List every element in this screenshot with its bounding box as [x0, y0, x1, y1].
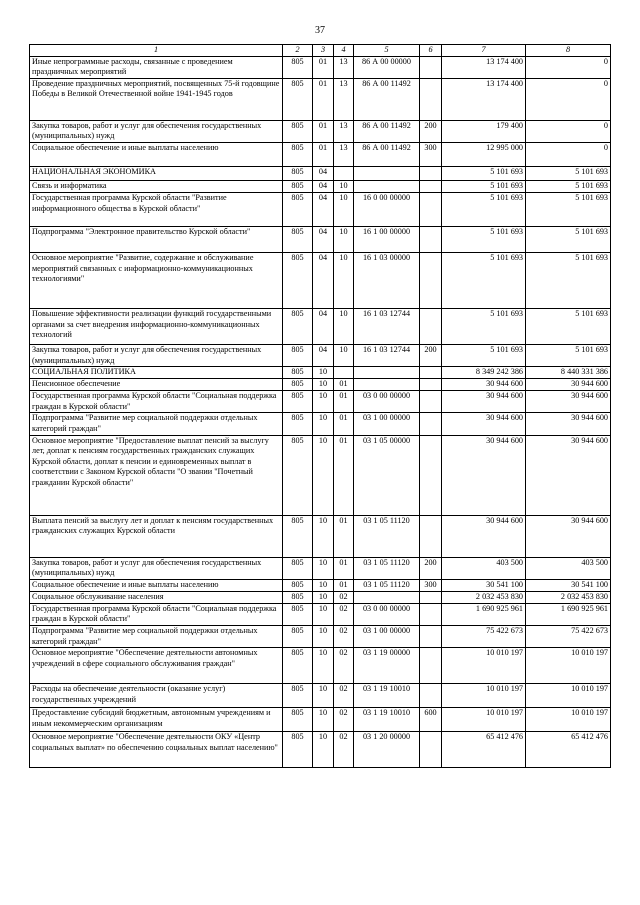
table-row — [30, 625, 611, 647]
subsection-cell: 02 — [334, 625, 354, 647]
target-article-cell: 03 1 19 00000 — [354, 648, 420, 684]
subsection-cell: 01 — [334, 579, 354, 591]
subsection-cell — [334, 367, 354, 379]
amount-cell: 5 101 693 — [442, 344, 526, 366]
row-name-cell: СОЦИАЛЬНАЯ ПОЛИТИКА — [30, 367, 283, 379]
header-cell: 7 — [442, 45, 526, 57]
expense-type-cell — [420, 379, 442, 391]
section-cell: 10 — [313, 435, 334, 515]
section-cell: 10 — [313, 591, 334, 603]
table-row — [30, 192, 611, 226]
table-row — [30, 515, 611, 557]
amount-cell: 65 412 476 — [526, 732, 611, 768]
subsection-cell: 01 — [334, 515, 354, 557]
table-row — [30, 391, 611, 413]
amount-cell: 5 101 693 — [526, 226, 611, 252]
amount-cell: 30 944 600 — [442, 379, 526, 391]
header-cell: 6 — [420, 45, 442, 57]
amount-cell: 2 032 453 830 — [526, 591, 611, 603]
row-name-cell: Предоставление субсидий бюджетным, автономным учреждениям и иным некоммерческим организациям — [30, 708, 283, 732]
amount-cell: 30 944 600 — [526, 391, 611, 413]
section-cell: 01 — [313, 78, 334, 120]
row-name-cell: Основное мероприятие "Развитие, содержание и обслуживание мероприятий связанных с информационно-коммуникационных технологиями" — [30, 252, 283, 308]
expense-type-cell — [420, 192, 442, 226]
code-cell: 805 — [283, 625, 313, 647]
amount-cell: 30 944 600 — [442, 435, 526, 515]
section-cell: 01 — [313, 142, 334, 166]
row-name-cell: Социальное обеспечение и иные выплаты населению — [30, 579, 283, 591]
amount-cell: 2 032 453 830 — [442, 591, 526, 603]
target-article-cell — [354, 367, 420, 379]
table-row — [30, 344, 611, 366]
subsection-cell: 13 — [334, 78, 354, 120]
header-cell: 5 — [354, 45, 420, 57]
code-cell: 805 — [283, 557, 313, 579]
table-row — [30, 648, 611, 684]
row-name-cell: Закупка товаров, работ и услуг для обеспечения государственных (муниципальных) нужд — [30, 120, 283, 142]
row-name-cell: Государственная программа Курской области "Развитие информационного общества в Курской области" — [30, 192, 283, 226]
amount-cell: 5 101 693 — [442, 226, 526, 252]
amount-cell: 30 944 600 — [442, 515, 526, 557]
section-cell: 04 — [313, 192, 334, 226]
amount-cell: 30 944 600 — [526, 413, 611, 435]
expense-type-cell — [420, 391, 442, 413]
target-article-cell: 86 А 00 11492 — [354, 142, 420, 166]
subsection-cell: 10 — [334, 226, 354, 252]
expense-type-cell — [420, 515, 442, 557]
expense-type-cell — [420, 78, 442, 120]
target-article-cell: 86 А 00 00000 — [354, 56, 420, 78]
header-cell: 8 — [526, 45, 611, 57]
section-cell: 10 — [313, 603, 334, 625]
budget-table — [29, 44, 611, 768]
subsection-cell: 13 — [334, 142, 354, 166]
target-article-cell: 16 1 03 12744 — [354, 344, 420, 366]
amount-cell: 10 010 197 — [526, 708, 611, 732]
amount-cell: 8 440 331 386 — [526, 367, 611, 379]
amount-cell: 5 101 693 — [526, 252, 611, 308]
code-cell: 805 — [283, 142, 313, 166]
expense-type-cell — [420, 252, 442, 308]
target-article-cell: 03 1 00 00000 — [354, 625, 420, 647]
row-name-cell: Расходы на обеспечение деятельности (оказание услуг) государственных учреждений — [30, 684, 283, 708]
amount-cell: 5 101 693 — [442, 180, 526, 192]
row-name-cell: Подпрограмма "Развитие мер социальной поддержки отдельных категорий граждан" — [30, 413, 283, 435]
expense-type-cell: 200 — [420, 344, 442, 366]
code-cell: 805 — [283, 166, 313, 180]
target-article-cell — [354, 180, 420, 192]
row-name-cell: Пенсионное обеспечение — [30, 379, 283, 391]
section-cell: 10 — [313, 391, 334, 413]
code-cell: 805 — [283, 78, 313, 120]
section-cell: 04 — [313, 252, 334, 308]
section-cell: 01 — [313, 120, 334, 142]
row-name-cell: Проведение праздничных мероприятий, посвященных 75-й годовщине Победы в Великой Отечественной войне 1941-1945 годов — [30, 78, 283, 120]
amount-cell: 30 944 600 — [526, 435, 611, 515]
expense-type-cell — [420, 166, 442, 180]
amount-cell: 1 690 925 961 — [442, 603, 526, 625]
row-name-cell: Подпрограмма "Развитие мер социальной поддержки отдельных категорий граждан" — [30, 625, 283, 647]
subsection-cell: 01 — [334, 557, 354, 579]
target-article-cell: 03 1 05 11120 — [354, 557, 420, 579]
page-number: 37 — [315, 25, 325, 36]
expense-type-cell — [420, 732, 442, 768]
section-cell: 01 — [313, 56, 334, 78]
target-article-cell: 86 А 00 11492 — [354, 120, 420, 142]
section-cell: 04 — [313, 308, 334, 344]
amount-cell: 10 010 197 — [442, 648, 526, 684]
code-cell: 805 — [283, 515, 313, 557]
target-article-cell: 03 1 05 11120 — [354, 579, 420, 591]
target-article-cell: 16 1 03 12744 — [354, 308, 420, 344]
table-row — [30, 579, 611, 591]
target-article-cell: 03 0 00 00000 — [354, 391, 420, 413]
section-cell: 10 — [313, 413, 334, 435]
section-cell: 04 — [313, 166, 334, 180]
amount-cell: 1 690 925 961 — [526, 603, 611, 625]
target-article-cell: 03 1 05 11120 — [354, 515, 420, 557]
table-row — [30, 367, 611, 379]
subsection-cell: 13 — [334, 120, 354, 142]
amount-cell: 30 944 600 — [526, 379, 611, 391]
subsection-cell: 10 — [334, 308, 354, 344]
amount-cell: 5 101 693 — [442, 192, 526, 226]
amount-cell: 65 412 476 — [442, 732, 526, 768]
code-cell: 805 — [283, 226, 313, 252]
table-row — [30, 557, 611, 579]
amount-cell: 30 944 600 — [442, 413, 526, 435]
amount-cell: 13 174 400 — [442, 56, 526, 78]
row-name-cell: Выплата пенсий за выслугу лет и доплат к пенсиям государственных гражданских служащих Курской области — [30, 515, 283, 557]
header-cell: 2 — [283, 45, 313, 57]
subsection-cell: 02 — [334, 603, 354, 625]
row-name-cell: Иные непрограммные расходы, связанные с проведением праздничных мероприятий — [30, 56, 283, 78]
section-cell: 10 — [313, 557, 334, 579]
amount-cell: 403 500 — [442, 557, 526, 579]
amount-cell: 30 541 100 — [442, 579, 526, 591]
amount-cell: 179 400 — [442, 120, 526, 142]
table-row — [30, 308, 611, 344]
table-row — [30, 379, 611, 391]
code-cell: 805 — [283, 252, 313, 308]
row-name-cell: Социальное обеспечение и иные выплаты населению — [30, 142, 283, 166]
target-article-cell: 16 0 00 00000 — [354, 192, 420, 226]
target-article-cell: 03 1 19 10010 — [354, 684, 420, 708]
expense-type-cell — [420, 625, 442, 647]
target-article-cell: 03 1 20 00000 — [354, 732, 420, 768]
amount-cell: 5 101 693 — [442, 166, 526, 180]
section-cell: 04 — [313, 226, 334, 252]
amount-cell: 5 101 693 — [526, 180, 611, 192]
row-name-cell: Основное мероприятие "Обеспечение деятельности автономных учреждений в сфере социального обслуживания граждан" — [30, 648, 283, 684]
table-row — [30, 166, 611, 180]
table-row — [30, 435, 611, 515]
amount-cell: 403 500 — [526, 557, 611, 579]
table-header-row — [30, 45, 611, 57]
table-row — [30, 142, 611, 166]
amount-cell: 5 101 693 — [526, 166, 611, 180]
code-cell: 805 — [283, 413, 313, 435]
header-cell: 4 — [334, 45, 354, 57]
target-article-cell: 16 1 03 00000 — [354, 252, 420, 308]
row-name-cell: Подпрограмма "Электронное правительство Курской области" — [30, 226, 283, 252]
amount-cell: 12 995 000 — [442, 142, 526, 166]
expense-type-cell: 600 — [420, 708, 442, 732]
expense-type-cell — [420, 56, 442, 78]
subsection-cell: 10 — [334, 344, 354, 366]
code-cell: 805 — [283, 708, 313, 732]
code-cell: 805 — [283, 308, 313, 344]
subsection-cell: 01 — [334, 413, 354, 435]
amount-cell: 0 — [526, 56, 611, 78]
amount-cell: 8 349 242 386 — [442, 367, 526, 379]
table-row — [30, 413, 611, 435]
row-name-cell: Связь и информатика — [30, 180, 283, 192]
subsection-cell: 02 — [334, 591, 354, 603]
amount-cell: 0 — [526, 120, 611, 142]
amount-cell: 30 944 600 — [442, 391, 526, 413]
code-cell: 805 — [283, 591, 313, 603]
section-cell: 10 — [313, 579, 334, 591]
subsection-cell: 10 — [334, 252, 354, 308]
target-article-cell: 16 1 00 00000 — [354, 226, 420, 252]
code-cell: 805 — [283, 732, 313, 768]
amount-cell: 5 101 693 — [526, 308, 611, 344]
amount-cell: 10 010 197 — [442, 684, 526, 708]
table-row — [30, 226, 611, 252]
target-article-cell: 03 1 05 00000 — [354, 435, 420, 515]
subsection-cell: 13 — [334, 56, 354, 78]
expense-type-cell — [420, 226, 442, 252]
amount-cell: 5 101 693 — [526, 344, 611, 366]
expense-type-cell — [420, 180, 442, 192]
table-row — [30, 78, 611, 120]
expense-type-cell: 200 — [420, 120, 442, 142]
subsection-cell: 01 — [334, 435, 354, 515]
code-cell: 805 — [283, 367, 313, 379]
expense-type-cell — [420, 367, 442, 379]
amount-cell: 0 — [526, 78, 611, 120]
row-name-cell: Социальное обслуживание населения — [30, 591, 283, 603]
target-article-cell: 03 1 00 00000 — [354, 413, 420, 435]
subsection-cell: 02 — [334, 684, 354, 708]
code-cell: 805 — [283, 379, 313, 391]
table-row — [30, 684, 611, 708]
subsection-cell: 01 — [334, 379, 354, 391]
code-cell: 805 — [283, 344, 313, 366]
section-cell: 10 — [313, 648, 334, 684]
table-row — [30, 708, 611, 732]
subsection-cell: 02 — [334, 648, 354, 684]
code-cell: 805 — [283, 603, 313, 625]
code-cell: 805 — [283, 180, 313, 192]
expense-type-cell — [420, 435, 442, 515]
table-row — [30, 591, 611, 603]
code-cell: 805 — [283, 391, 313, 413]
amount-cell: 30 944 600 — [526, 515, 611, 557]
subsection-cell: 02 — [334, 708, 354, 732]
code-cell: 805 — [283, 192, 313, 226]
section-cell: 10 — [313, 515, 334, 557]
row-name-cell: Основное мероприятие "Обеспечение деятельности ОКУ «Центр социальных выплат» по обеспечению социальных выплат населению" — [30, 732, 283, 768]
row-name-cell: Повышение эффективности реализации функций государственными органами за счет внедрения информационно-коммуникационных технологий — [30, 308, 283, 344]
amount-cell: 13 174 400 — [442, 78, 526, 120]
section-cell: 10 — [313, 625, 334, 647]
code-cell: 805 — [283, 120, 313, 142]
section-cell: 10 — [313, 367, 334, 379]
expense-type-cell — [420, 591, 442, 603]
expense-type-cell — [420, 648, 442, 684]
table-row — [30, 180, 611, 192]
code-cell: 805 — [283, 684, 313, 708]
amount-cell: 75 422 673 — [442, 625, 526, 647]
table-row — [30, 732, 611, 768]
expense-type-cell: 300 — [420, 579, 442, 591]
subsection-cell: 01 — [334, 391, 354, 413]
section-cell: 10 — [313, 708, 334, 732]
row-name-cell: Закупка товаров, работ и услуг для обеспечения государственных (муниципальных) нужд — [30, 344, 283, 366]
subsection-cell: 10 — [334, 180, 354, 192]
row-name-cell: Закупка товаров, работ и услуг для обеспечения государственных (муниципальных) нужд — [30, 557, 283, 579]
table-row — [30, 56, 611, 78]
target-article-cell — [354, 591, 420, 603]
row-name-cell: Государственная программа Курской области "Социальная поддержка граждан в Курской области" — [30, 391, 283, 413]
subsection-cell: 10 — [334, 192, 354, 226]
section-cell: 10 — [313, 379, 334, 391]
amount-cell: 10 010 197 — [442, 708, 526, 732]
target-article-cell: 03 1 19 10010 — [354, 708, 420, 732]
header-cell: 1 — [30, 45, 283, 57]
subsection-cell: 02 — [334, 732, 354, 768]
row-name-cell: НАЦИОНАЛЬНАЯ ЭКОНОМИКА — [30, 166, 283, 180]
amount-cell: 30 541 100 — [526, 579, 611, 591]
row-name-cell: Государственная программа Курской области "Социальная поддержка граждан в Курской области" — [30, 603, 283, 625]
target-article-cell: 86 А 00 11492 — [354, 78, 420, 120]
amount-cell: 5 101 693 — [526, 192, 611, 226]
table-row — [30, 252, 611, 308]
amount-cell: 75 422 673 — [526, 625, 611, 647]
code-cell: 805 — [283, 56, 313, 78]
subsection-cell — [334, 166, 354, 180]
target-article-cell — [354, 379, 420, 391]
section-cell: 04 — [313, 344, 334, 366]
section-cell: 04 — [313, 180, 334, 192]
expense-type-cell: 200 — [420, 557, 442, 579]
amount-cell: 5 101 693 — [442, 252, 526, 308]
expense-type-cell — [420, 603, 442, 625]
row-name-cell: Основное мероприятие "Предоставление выплат пенсий за выслугу лет, доплат к пенсиям государственных гражданских служащих Курской области, доплат к пенсии и единовременных выплат в соответствии с Законом Курской области "О звании "Почетный гражданин Курской области" — [30, 435, 283, 515]
amount-cell: 10 010 197 — [526, 648, 611, 684]
expense-type-cell: 300 — [420, 142, 442, 166]
expense-type-cell — [420, 413, 442, 435]
table-row — [30, 603, 611, 625]
amount-cell: 10 010 197 — [526, 684, 611, 708]
code-cell: 805 — [283, 435, 313, 515]
amount-cell: 5 101 693 — [442, 308, 526, 344]
header-cell: 3 — [313, 45, 334, 57]
expense-type-cell — [420, 684, 442, 708]
code-cell: 805 — [283, 648, 313, 684]
expense-type-cell — [420, 308, 442, 344]
amount-cell: 0 — [526, 142, 611, 166]
section-cell: 10 — [313, 732, 334, 768]
table-row — [30, 120, 611, 142]
target-article-cell: 03 0 00 00000 — [354, 603, 420, 625]
section-cell: 10 — [313, 684, 334, 708]
target-article-cell — [354, 166, 420, 180]
code-cell: 805 — [283, 579, 313, 591]
